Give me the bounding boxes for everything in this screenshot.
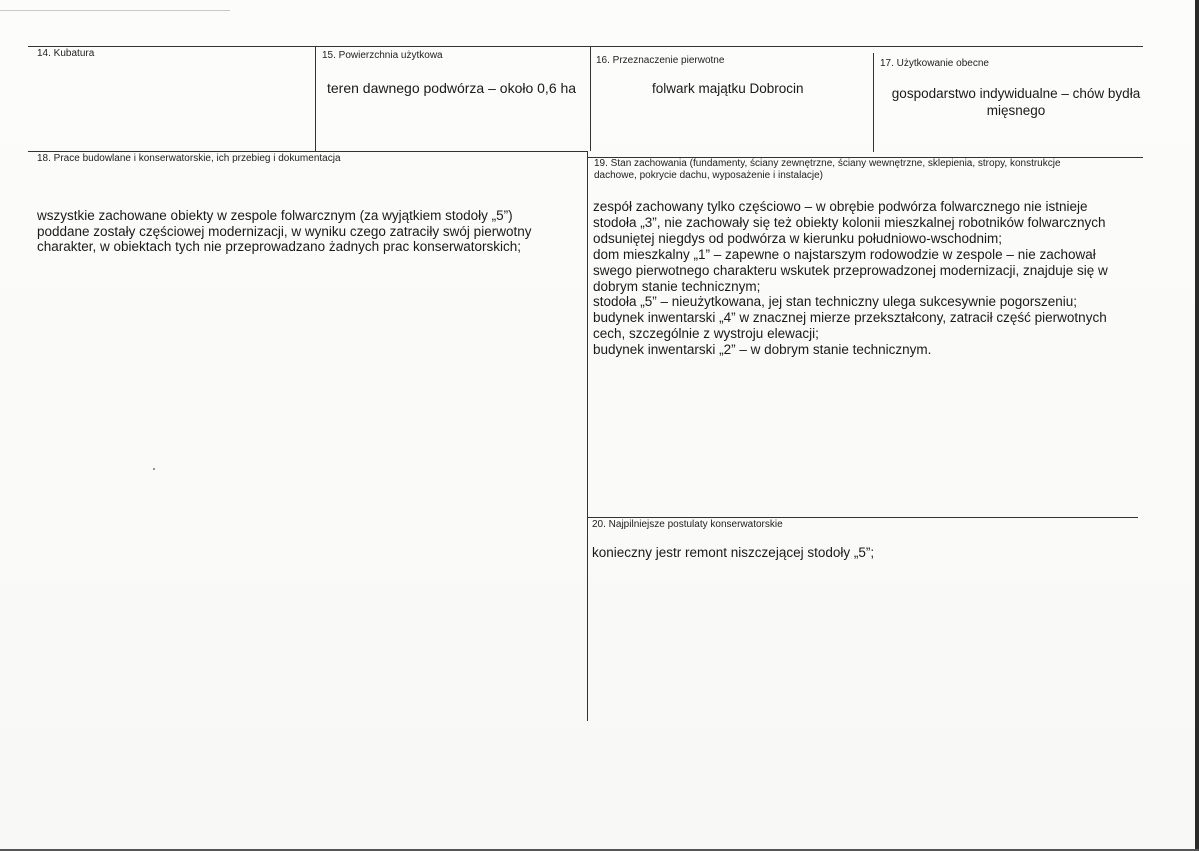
field-18-line: wszystkie zachowane obiekty w zespole folwarcznym (za wyjątkiem stodoły „5”) bbox=[37, 208, 513, 223]
scan-edge-right bbox=[1195, 0, 1199, 851]
field-19-line: swego pierwotnego charakteru wskutek przeprowadzonej modernizacji, znajduje się w bbox=[593, 262, 1108, 278]
field-17-label: 17. Użytkowanie obecne bbox=[880, 58, 989, 69]
field-19-line: odsuniętej niegdys od podwórza w kierunku południowo-wschodnim; bbox=[593, 230, 1002, 246]
field-18-line: charakter, w obiektach tych nie przeprowadzano żadnych prac konserwatorskich; bbox=[37, 239, 521, 255]
divider-15-16 bbox=[590, 46, 591, 151]
field-15-value: teren dawnego podwórza – około 0,6 ha bbox=[327, 80, 577, 96]
field-19-line: dobrym stanie technicznym; bbox=[593, 278, 761, 294]
field-16-label: 16. Przeznaczenie pierwotne bbox=[596, 55, 725, 66]
field-18-text bbox=[37, 208, 531, 255]
divider-18-19 bbox=[587, 151, 588, 721]
scan-speck bbox=[153, 468, 155, 470]
field-19-label-line: 19. Stan zachowania (fundamenty, ściany zewnętrzne, ściany wewnętrzne, sklepienia, stropy, konstrukcje bbox=[594, 158, 1061, 169]
field-19-text bbox=[593, 199, 1108, 358]
field-18-line: poddane zostały częściowej modernizacji, w wyniku czego zatraciły swój pierwotny bbox=[37, 223, 532, 239]
field-19-line: zespół zachowany tylko częściowo – w obrębie podwórza folwarcznego nie istnieje bbox=[593, 199, 1088, 214]
scan-mark bbox=[0, 10, 230, 11]
field-17-value-line: mięsnego bbox=[986, 102, 1046, 118]
divider-16-17 bbox=[873, 53, 874, 152]
field-19-line: budynek inwentarski „4” w znacznej mierze przekształcony, zatracił część pierwotnych bbox=[593, 310, 1107, 326]
field-20-label: 20. Najpilniejsze postulaty konserwatorskie bbox=[592, 519, 783, 530]
field-15-label: 15. Powierzchnia użytkowa bbox=[322, 50, 443, 61]
divider-14-15 bbox=[315, 46, 316, 151]
field-19-line: dom mieszkalny „1” – zapewne o najstarszym rodowodzie w zespole – nie zachował bbox=[593, 246, 1096, 262]
field-18-label: 18. Prace budowlane i konserwatorskie, ich przebieg i dokumentacja bbox=[37, 153, 341, 164]
row1-bottom-border bbox=[28, 151, 587, 152]
field-20-value: konieczny jestr remont niszczejącej stodoły „5”; bbox=[592, 545, 875, 560]
field-17-value bbox=[880, 86, 1152, 119]
field-19-line: stodoła „5” – nieużytkowana, jej stan techniczny ulega sukcesywnie pogorszeniu; bbox=[593, 294, 1078, 310]
field-14-label: 14. Kubatura bbox=[37, 48, 95, 59]
row1-top-border bbox=[28, 46, 1143, 47]
field-19-line: cech, szczególnie z wystroju elewacji; bbox=[593, 326, 819, 342]
field-19-label bbox=[594, 158, 1061, 181]
field-19-label-line: dachowe, pokrycie dachu, wyposażenie i instalacje) bbox=[594, 169, 824, 181]
section20-top-border bbox=[587, 517, 1138, 518]
field-17-value-line: gospodarstwo indywidualne – chów bydła bbox=[891, 86, 1141, 101]
field-19-line: stodoła „3”, nie zachowały się też obiekty kolonii mieszkalnej robotników folwarcznych bbox=[593, 214, 1106, 230]
field-16-value: folwark majątku Dobrocin bbox=[652, 81, 804, 96]
field-19-line: budynek inwentarski „2” – w dobrym stanie technicznym. bbox=[593, 342, 932, 358]
